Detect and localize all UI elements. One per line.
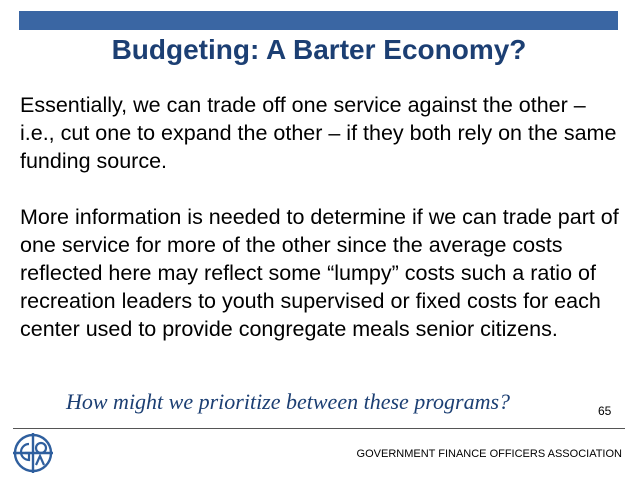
footer-divider — [13, 428, 625, 429]
header-accent-bar — [19, 11, 618, 30]
body-paragraph-1: Essentially, we can trade off one service against the other – i.e., cut one to expand the other – if they both rely on the same funding source. — [20, 93, 617, 173]
page-number: 65 — [598, 404, 612, 418]
body-paragraph-2: More information is needed to determine if we can trade part of one service for more of the other since the average costs reflected here may reflect some “lumpy” costs such a ratio of recreation leaders to youth supervised or fixed costs for each center used to provide congregate meals senior citizens. — [20, 205, 619, 341]
footer-organization-name: GOVERNMENT FINANCE OFFICERS ASSOCIATION — [356, 448, 622, 460]
discussion-question: How might we prioritize between these programs? — [66, 389, 511, 414]
gfoa-logo-icon — [12, 432, 56, 474]
slide-title: Budgeting: A Barter Economy? — [111, 34, 527, 65]
